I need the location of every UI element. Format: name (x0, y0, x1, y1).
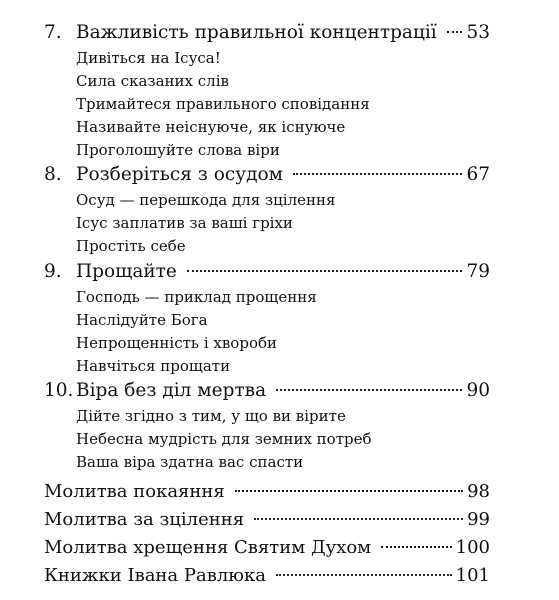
page-number: 99 (467, 509, 490, 530)
toc-extra-entries (44, 478, 490, 590)
dot-leader (381, 546, 451, 548)
subsection-item: Ваша віра здатна вас спасти (76, 453, 304, 471)
subsection-item: Тримайтеся правильного сповідання (76, 95, 370, 113)
page-number: 101 (455, 565, 490, 586)
dot-leader (187, 270, 463, 272)
chapter-title: Прощайте (76, 261, 177, 282)
page-number: 79 (466, 261, 490, 282)
dot-leader (447, 31, 463, 33)
entry-title: Книжки Івана Равлюка (44, 565, 266, 586)
entry-title: Молитва покаяння (44, 481, 225, 502)
subsection-item: Проголошуйте слова віри (76, 141, 280, 159)
subsection-item: Дивіться на Ісуса! (76, 49, 221, 67)
toc-entry (44, 534, 490, 562)
toc-entry (44, 506, 490, 534)
toc-chapter-10 (44, 377, 490, 474)
entry-title: Молитва за зцілення (44, 509, 245, 530)
subsection-item: Господь — приклад прощення (76, 288, 317, 306)
page-number: 90 (466, 380, 490, 401)
chapter-title: Важливість правильної концентрації (76, 22, 437, 43)
dot-leader (276, 574, 452, 576)
toc-chapter-7 (44, 19, 490, 162)
chapter-number: 8. (44, 164, 62, 185)
page-number: 100 (455, 537, 490, 558)
chapter-title: Віра без діл мертва (76, 380, 267, 401)
chapter-heading (44, 377, 490, 405)
chapter-number: 7. (44, 22, 62, 43)
chapter-heading (44, 19, 490, 47)
subsection-item: Непрощенність і хвороби (76, 334, 277, 352)
subsection-item: Небесна мудрість для земних потреб (76, 430, 372, 448)
toc-entry (44, 562, 490, 590)
chapter-number: 10. (44, 380, 74, 401)
dot-leader (235, 490, 463, 492)
subsection-item: Дійте згідно з тим, у що ви вірите (76, 407, 346, 425)
toc-chapter-9 (44, 258, 490, 378)
entry-title: Молитва хрещення Святим Духом (44, 537, 372, 558)
toc-entry (44, 478, 490, 506)
chapter-number: 9. (44, 261, 62, 282)
dot-leader (254, 518, 463, 520)
dot-leader (293, 173, 462, 175)
page-number: 98 (467, 481, 490, 502)
subsection-item: Називайте неіснуюче, як існуюче (76, 118, 346, 136)
subsection-item: Наслідуйте Бога (76, 311, 208, 329)
subsection-item: Сила сказаних слів (76, 72, 229, 90)
subsection-item: Простіть себе (76, 237, 186, 255)
subsection-item: Навчіться прощати (76, 357, 231, 375)
page-number: 53 (466, 22, 490, 43)
dot-leader (276, 389, 462, 391)
chapter-title: Розберіться з осудом (76, 164, 284, 185)
subsection-item: Ісус заплатив за ваші гріхи (76, 214, 293, 232)
toc-chapter-8 (44, 161, 490, 258)
chapter-heading (44, 161, 490, 189)
subsection-item: Осуд — перешкода для зцілення (76, 191, 336, 209)
page-number: 67 (466, 164, 490, 185)
chapter-heading (44, 258, 490, 286)
